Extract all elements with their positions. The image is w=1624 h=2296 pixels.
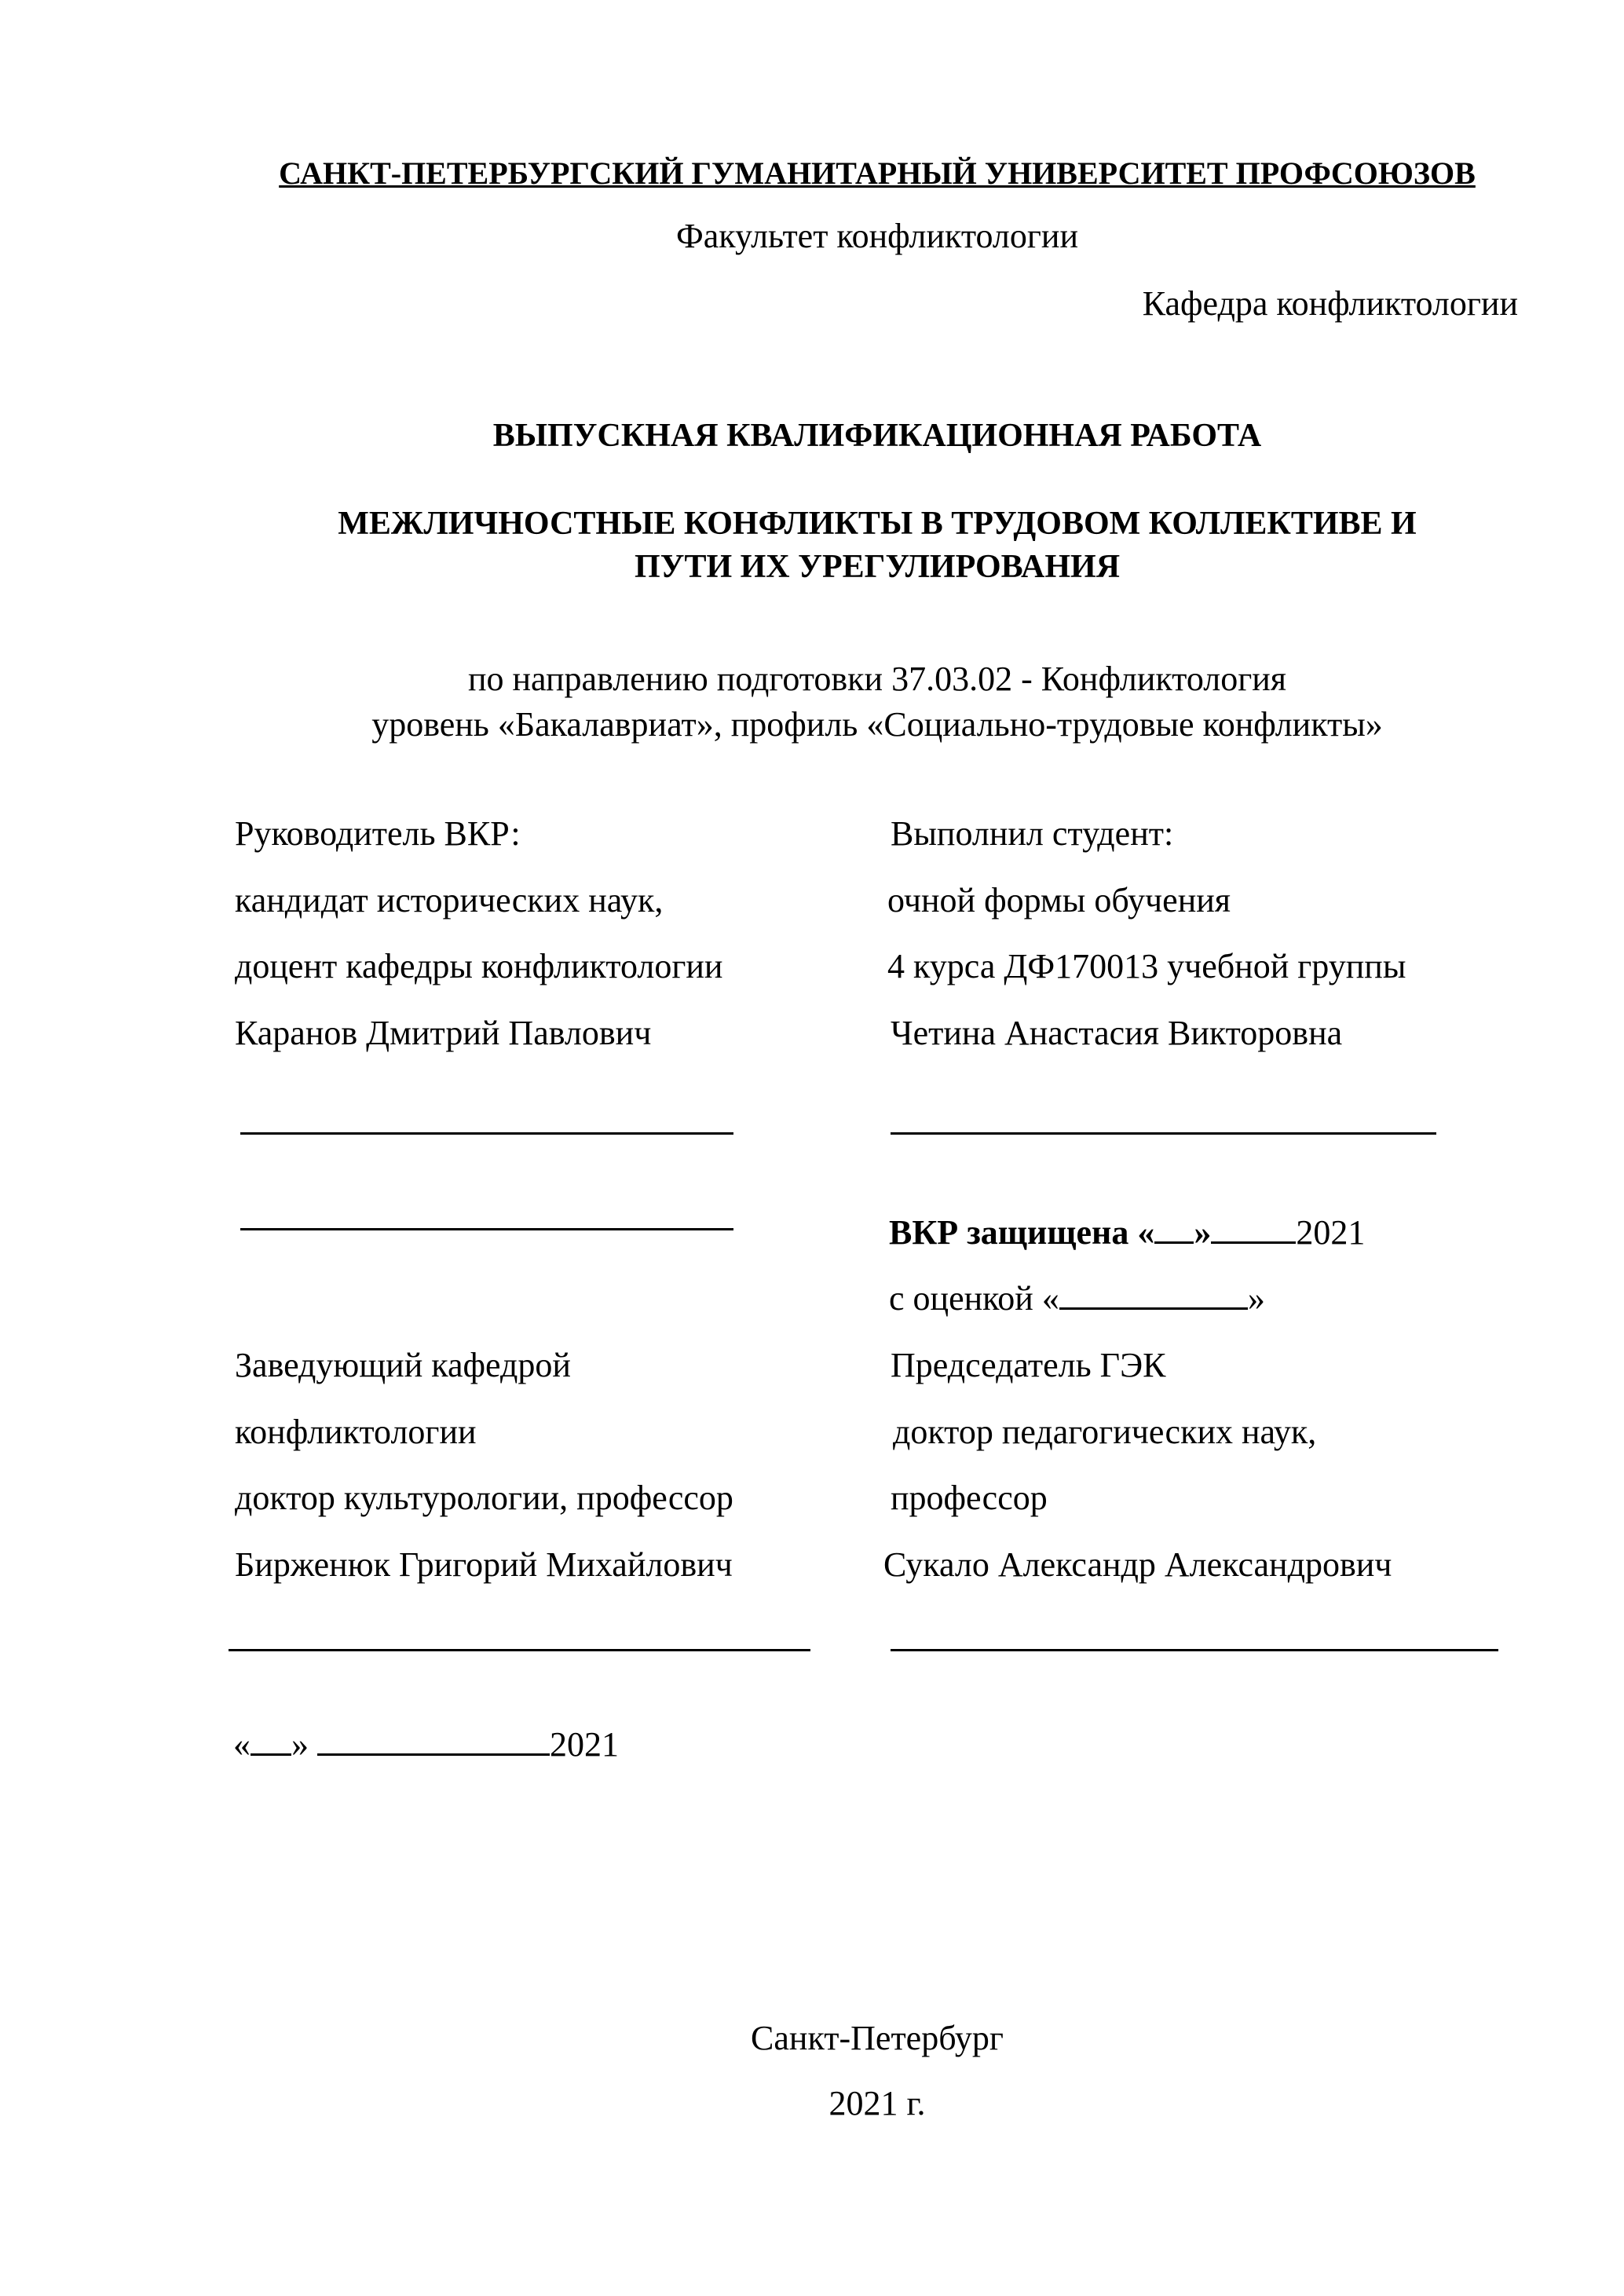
- student-signature-line: [891, 1132, 1436, 1135]
- student-label: Выполнил студент:: [891, 814, 1174, 853]
- supervisor-signature-line: [240, 1132, 733, 1135]
- student-name: Четина Анастасия Викторовна: [891, 1014, 1343, 1052]
- month-blank: [317, 1727, 550, 1756]
- city: Санкт-Петербург: [751, 2019, 1004, 2057]
- month-blank: [1211, 1215, 1296, 1244]
- head-name: Бирженюк Григорий Михайлович: [235, 1545, 733, 1584]
- defense-label: ВКР защищена «: [889, 1213, 1155, 1252]
- day-blank: [251, 1727, 291, 1756]
- day-blank: [1154, 1215, 1194, 1244]
- supervisor-label: Руководитель ВКР:: [235, 814, 521, 853]
- head-degree: доктор культурологии, профессор: [235, 1479, 733, 1517]
- quote-close: »: [1247, 1279, 1265, 1318]
- chair-signature-line: [891, 1649, 1498, 1651]
- defense-grade: [889, 1279, 1265, 1318]
- supervisor-date-line: [240, 1228, 733, 1230]
- head-signature-line: [229, 1649, 810, 1651]
- work-type: ВЫПУСКНАЯ КВАЛИФИКАЦИОННАЯ РАБОТА: [492, 418, 1262, 454]
- university-name: САНКТ-ПЕТЕРБУРГСКИЙ ГУМАНИТАРНЫЙ УНИВЕРСИТЕТ ПРОФСОЮЗОВ: [279, 155, 1476, 191]
- chair-name: Сукало Александр Александрович: [883, 1545, 1392, 1584]
- chair-label: Председатель ГЭК: [891, 1346, 1166, 1384]
- year: 2021 г.: [828, 2084, 926, 2122]
- quote-close: »: [291, 1725, 309, 1764]
- grade-blank: [1059, 1281, 1248, 1310]
- supervisor-position: доцент кафедры конфликтологии: [235, 947, 723, 985]
- chair-degree: доктор педагогических наук,: [893, 1413, 1317, 1451]
- student-form: очной формы обучения: [887, 881, 1231, 919]
- grade-label: с оценкой «: [889, 1279, 1059, 1318]
- defense-date: [889, 1213, 1365, 1252]
- level-profile: уровень «Бакалавриат», профиль «Социально-трудовые конфликты»: [371, 705, 1383, 744]
- head-label: Заведующий кафедрой: [235, 1346, 571, 1384]
- department: Кафедра конфликтологии: [1142, 284, 1518, 323]
- supervisor-degree: кандидат исторических наук,: [235, 881, 664, 919]
- head-date: [233, 1725, 619, 1764]
- supervisor-name: Каранов Дмитрий Павлович: [235, 1014, 652, 1052]
- student-group: 4 курса ДФ170013 учебной группы: [887, 947, 1406, 985]
- chair-title: профессор: [891, 1479, 1048, 1517]
- topic-line-2: ПУТИ ИХ УРЕГУЛИРОВАНИЯ: [634, 549, 1121, 585]
- direction: по направлению подготовки 37.03.02 - Конфликтология: [467, 660, 1287, 698]
- head-dept: конфликтологии: [235, 1413, 477, 1451]
- date-year: 2021: [550, 1725, 619, 1764]
- faculty: Факультет конфликтологии: [675, 217, 1078, 255]
- quote-open: «: [233, 1725, 251, 1764]
- quote-close: »: [1194, 1213, 1212, 1252]
- defense-year: 2021: [1296, 1213, 1366, 1252]
- topic-line-1: МЕЖЛИЧНОСТНЫЕ КОНФЛИКТЫ В ТРУДОВОМ КОЛЛЕКТИВЕ И: [338, 506, 1417, 542]
